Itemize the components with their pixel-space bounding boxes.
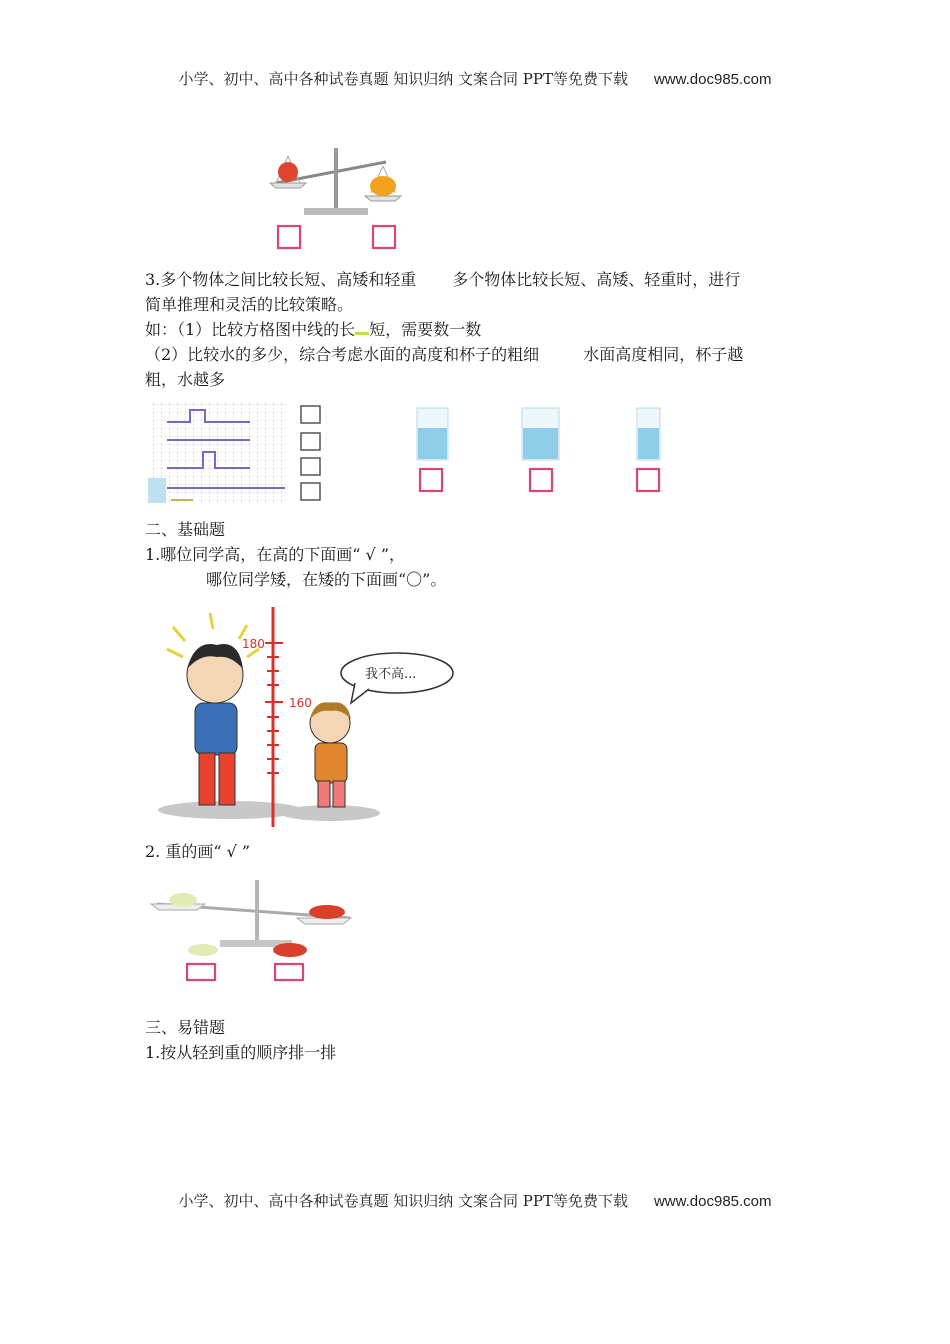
water-glass-icon — [637, 408, 660, 460]
example2-text-b: 水面高度相同，杯子越 — [583, 345, 744, 364]
answer-box-right[interactable] — [373, 226, 395, 248]
grid-and-glasses-figure — [145, 396, 705, 506]
section3-line4 — [145, 343, 810, 367]
height-mark-160: 160 — [289, 696, 312, 710]
error-q1: 1.按从轻到重的顺序排一排 — [145, 1043, 337, 1062]
glass-answer-box-2[interactable] — [530, 469, 552, 491]
error-section-title: 三、易错题 — [145, 1018, 226, 1037]
apple-icon — [278, 162, 298, 182]
grid-answer-boxes — [301, 406, 320, 500]
sweet-potato-icon — [273, 943, 307, 957]
boy-icon — [310, 702, 351, 807]
answer-box-left[interactable] — [278, 226, 300, 248]
height-comparison-figure — [155, 605, 465, 833]
basic-q1-line1: 1.哪位同学高，在高的下面画“ √ ”， — [145, 545, 405, 564]
persimmon-icon — [370, 176, 396, 196]
height-mark-180: 180 — [242, 637, 265, 651]
balance-scale-figure — [266, 138, 436, 258]
header-url[interactable]: www.doc985.com — [653, 71, 772, 88]
footer-url[interactable]: www.doc985.com — [653, 1193, 772, 1210]
section3-line2: 简单推理和灵活的比较策略。 — [145, 295, 354, 314]
section3-line1 — [145, 268, 810, 292]
section3-line3 — [145, 318, 810, 342]
speech-bubble — [341, 653, 453, 703]
example2-text-a: （2）比较水的多少，综合考虑水面的高度和杯子的粗细 — [145, 345, 540, 364]
page-header — [0, 68, 950, 89]
leaf-vegetable-icon — [169, 893, 197, 907]
basic-q2: 2. 重的画“ √ ” — [145, 842, 251, 861]
example1-text-b: 短，需要数一数 — [369, 320, 482, 339]
footer-text: 小学、初中、高中各种试卷真题 知识归纳 文案合同 PPT等免费下载 — [178, 1192, 628, 1210]
section3-heading: 3.多个物体之间比较长短、高矮和轻重 — [145, 270, 417, 289]
glass-answer-box-3[interactable] — [637, 469, 659, 491]
weight-balance-figure — [145, 874, 360, 999]
ruler-icon — [242, 607, 312, 827]
section3-desc: 多个物体比较长短、高矮、轻重时，进行 — [452, 270, 741, 289]
page-footer — [0, 1190, 950, 1211]
basic-q1-line2: 哪位同学矮，在矮的下面画“〇”。 — [206, 570, 447, 589]
glass-answer-box-1[interactable] — [420, 469, 442, 491]
section3-line5: 粗，水越多 — [145, 370, 226, 389]
sweet-potato-icon — [309, 905, 345, 919]
water-glass-icon — [522, 408, 559, 460]
grid-corner-decoration — [148, 478, 166, 503]
water-glass-icon — [417, 408, 448, 460]
speech-text: 我不高... — [365, 667, 417, 682]
header-text: 小学、初中、高中各种试卷真题 知识归纳 文案合同 PPT等免费下载 — [178, 70, 628, 88]
example1-text-a: 如：（1）比较方格图中线的长 — [145, 320, 356, 339]
leaf-vegetable-icon — [188, 944, 218, 956]
basic-section-title: 二、基础题 — [145, 520, 226, 539]
